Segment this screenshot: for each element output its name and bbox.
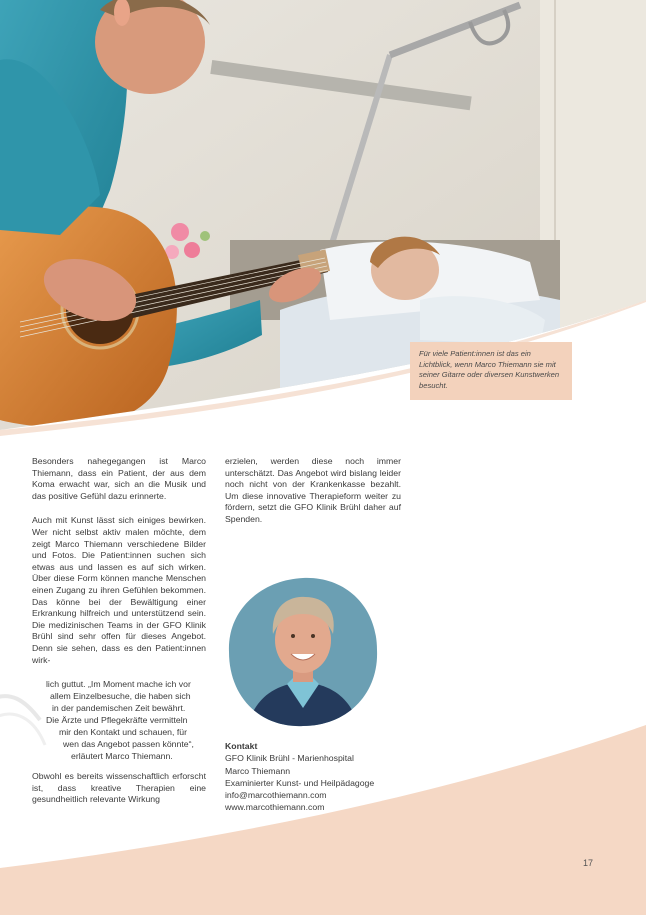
quote-line: wen das Angebot passen könnte“, [63,739,194,749]
text-column-right [225,456,401,526]
photo-caption [410,342,572,400]
text-column-left [32,456,206,666]
paragraph-scientific: Obwohl es bereits wissenschaftlich erforscht ist, dass kreative Therapien eine gesundheitlich relevante Wirkung [32,771,206,805]
portrait-marco-thiemann [227,576,379,728]
contact-email[interactable]: info@marcothiemann.com [225,790,327,801]
contact-clinic: GFO Klinik Brühl - Marienhospital [225,753,354,764]
quote-line: Die Ärzte und Pflegekräfte vermitteln [46,715,188,725]
contact-website[interactable]: www.marcothiemann.com [225,802,325,813]
page-number: 17 [583,858,594,868]
contact-block [225,740,374,814]
quote-line: lich guttut. „Im Moment mache ich vor [46,679,191,689]
contact-name: Marco Thiemann [225,765,291,776]
paragraph-patient-coma: Besonders nahegegangen ist Marco Thiemann, dass ein Patient, der aus dem Koma erwacht war, sich an die Musik und das positive Gefühl dazu erinnerte. [32,456,206,501]
paragraph-funding: erzielen, werden diese noch immer unterschätzt. Das Angebot wird bislang leider noch nicht von der Krankenkasse bezahlt. Um diese innovative Therapieform weiter zu fördern, setzt die GFO Klinik Brühl daher auf Spenden. [225,456,401,524]
portrait-image [227,576,379,728]
photo-caption-text: Für viele Patient:innen ist das ein Lichtblick, wenn Marco Thiemann sie mit seiner Gitarre oder diversen Kunstwerken besucht. [419,349,560,390]
quote-line: in der pandemischen Zeit bewährt. [52,703,186,713]
quote-line: erläutert Marco Thiemann. [71,751,173,761]
contact-title: Examinierter Kunst- und Heilpädagoge [225,777,375,788]
paragraph-art-therapy: Auch mit Kunst lässt sich einiges bewirken. Wer nicht selbst aktiv malen möchte, dem zeigt Marco Thiemann verschiedene Bilder und Fotos. Die Patient:innen suchen sich etwas aus und lassen es auf sich wirken. Über diese Form können manche Menschen einen Zugang zu ihren Gefühlen bekommen. Das könne bei der Bewältigung einer Erkrankung hilfreich und unterstützend sein. Die medizinischen Teams in der GFO Klinik Brühl sind sehr offen für dieses Angebot. Denn sie sehen, dass es den Patient:innen wirk- [32,515,206,665]
quote-line: mir den Kontakt und schauen, für [59,727,187,737]
quote-line: allem Einzelbesuche, die haben sich [50,691,191,701]
contact-heading: Kontakt [225,741,258,751]
